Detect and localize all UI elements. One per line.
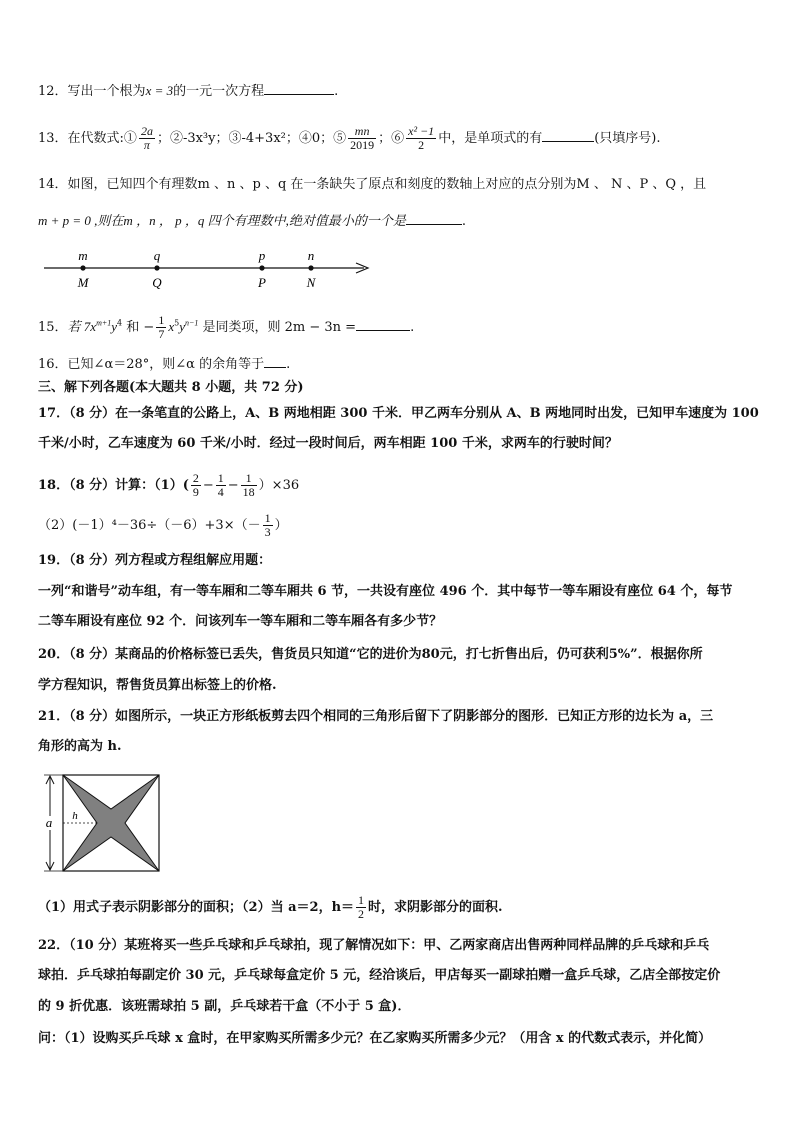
point-label: p xyxy=(258,248,266,263)
question-number: 16． xyxy=(38,357,68,372)
question-22-line-1: 22．（10 分）某班将买一些乒乓球和乒乓球拍，现了解情况如下：甲、乙两家商店出售两种同样品牌的乒乓球和乒乓 xyxy=(38,938,710,953)
question-16 xyxy=(38,355,290,374)
question-number: 12． xyxy=(38,84,68,99)
question-text: 如图，已知四个有理数m 、n 、p 、q 在一条缺失了原点和刻度的数轴上对应的点分别为M 、 N 、P 、Q ，且 xyxy=(67,177,707,192)
question-22-line-4: 问：（1）设购买乒乓球 x 盒时，在甲家购买所需多少元？在乙家购买所需多少元？（用含 x 的代数式表示，并化简） xyxy=(38,1031,712,1046)
point-name: P xyxy=(258,275,266,290)
question-21-line-2: 角形的高为 h. xyxy=(38,739,122,754)
question-14-line-1 xyxy=(38,176,706,194)
question-number: 14． xyxy=(38,177,68,192)
number-line-point-q xyxy=(152,248,162,290)
fraction-1-over-4 xyxy=(216,472,226,499)
numerator: mn xyxy=(348,125,376,139)
denominator: 2 xyxy=(418,138,425,152)
question-15 xyxy=(38,312,414,343)
term: 若 7x xyxy=(67,319,97,334)
denominator: 2 xyxy=(358,907,365,921)
fraction-x2-minus-1-over-2 xyxy=(406,125,436,152)
term: y xyxy=(111,319,118,334)
period: . xyxy=(410,320,415,335)
question-20-line-2: 学方程知识，帮售货员算出标签上的价格. xyxy=(38,678,277,693)
period: . xyxy=(334,84,339,99)
point-label: n xyxy=(307,248,315,263)
question-text: 已知∠α＝28°，则∠α 的余角等于 xyxy=(67,357,265,372)
answer-blank[interactable] xyxy=(264,82,334,95)
section-heading: 三、解下列各题(本大题共 8 小题，共 72 分) xyxy=(38,380,304,395)
answer-blank[interactable] xyxy=(406,212,462,225)
numerator: 2 xyxy=(192,471,199,485)
denominator: 3 xyxy=(264,525,271,539)
question-19-line-1: 19．（8 分）列方程或方程组解应用题： xyxy=(38,553,272,568)
fraction-mn-over-2019 xyxy=(348,125,376,152)
question-19-line-3: 二等车厢设有座位 92 个．问该列车一等车厢和二等车厢各有多少节？ xyxy=(38,614,443,629)
question-19-line-2: 一列“和谐号”动车组，有一等车厢和二等车厢共 6 节，一共设有座位 496 个．其中每节一等车厢设有座位 64 个，每节 xyxy=(38,584,733,599)
period: . xyxy=(461,214,466,229)
question-22-line-3: 的 9 折优惠．该班需球拍 5 副，乒乓球若干盒（不小于 5 盒)． xyxy=(38,999,411,1014)
question-21-line-3 xyxy=(38,892,503,924)
question-12 xyxy=(38,82,338,101)
question-text: ）×36 xyxy=(258,478,300,493)
question-text: 是同类项，则 2m − 3n = xyxy=(198,320,357,335)
numerator: 1 xyxy=(358,893,365,907)
numerator: 1 xyxy=(241,472,257,486)
minus-sign: − xyxy=(227,478,239,493)
denominator: 2019 xyxy=(350,138,375,152)
exponent: 4 xyxy=(117,318,123,328)
denominator: 18 xyxy=(242,485,255,499)
question-text: 写出一个根为 xyxy=(67,84,146,99)
question-number: 15． xyxy=(38,320,68,335)
exponent: 5 xyxy=(174,318,180,328)
exponent: n−1 xyxy=(184,318,199,328)
fraction-1-over-2 xyxy=(356,894,366,921)
question-20-line-1: 20．（8 分）某商品的价格标签已丢失，售货员只知道“它的进价为80元，打七折售出后，仍可获利5%”．根据你所 xyxy=(38,647,703,662)
question-18-part-1 xyxy=(38,470,299,502)
question-text: ） xyxy=(274,518,288,533)
question-text: 的一元一次方程 xyxy=(173,84,265,99)
denominator: π xyxy=(143,138,150,152)
term: y xyxy=(179,319,185,334)
point-name: M xyxy=(77,275,89,290)
term: x xyxy=(168,319,175,334)
answer-blank[interactable] xyxy=(264,355,286,368)
square-star-figure xyxy=(38,772,168,876)
numerator: 1 xyxy=(158,313,165,327)
denominator: 4 xyxy=(217,485,224,499)
numerator: x² −1 xyxy=(408,124,435,138)
question-14-line-2 xyxy=(38,212,466,231)
question-text: （1）用式子表示阴影部分的面积；（2）当 a＝2，h＝ xyxy=(38,900,355,915)
number-line-point-p xyxy=(257,248,266,290)
question-18-part-2 xyxy=(38,510,288,542)
fraction-1-over-3 xyxy=(263,512,273,539)
number-line-point-m xyxy=(77,248,90,290)
denominator: 9 xyxy=(192,485,199,499)
question-22-line-2: 球拍．乒乓球拍每副定价 30 元，乒乓球每盒定价 5 元，经洽谈后，甲店每买一副球拍赠一盒乒乓球，乙店全部按定价 xyxy=(38,968,721,983)
number-line-point-n xyxy=(306,248,317,290)
period: . xyxy=(286,357,291,372)
question-17-line-2: 千米/小时，乙车速度为 60 千米/小时．经过一段时间后，两车相距 100 千米，求两车的行驶时间？ xyxy=(38,436,618,451)
question-21-line-1: 21．（8 分）如图所示，一块正方形纸板剪去四个相同的三角形后留下了阴影部分的图形．已知正方形的边长为 a，三 xyxy=(38,709,714,724)
term: 和 − xyxy=(122,320,155,335)
question-text: 18．（8 分）计算：（1）( xyxy=(38,478,189,493)
question-number: 13． xyxy=(38,131,68,146)
question-13 xyxy=(38,122,660,156)
equation: x = 3 xyxy=(145,83,174,98)
numerator: 1 xyxy=(264,511,271,525)
fraction-1-over-18 xyxy=(241,472,257,499)
exponent: m+1 xyxy=(96,318,112,328)
question-text: ；②-3x³y；③-4+3x²；④0；⑤ xyxy=(156,131,347,146)
question-text: 中，是单项式的有 xyxy=(438,131,543,146)
fraction-1-over-7 xyxy=(156,314,166,341)
question-17-line-1: 17．（8 分）在一条笔直的公路上，A、B 两地相距 300 千米．甲乙两车分别从 A、B 两地同时出发，已知甲车速度为 100 xyxy=(38,406,759,421)
numerator: 1 xyxy=(217,471,224,485)
question-text: m + p = 0 ,则在m ，n ， p ，q 四个有理数中,绝对值最小的一个是 xyxy=(38,213,406,228)
fraction-2-over-9 xyxy=(191,472,201,499)
question-text: ；⑥ xyxy=(378,131,405,146)
point-name: Q xyxy=(152,275,162,290)
point-name: N xyxy=(306,275,316,290)
question-text: 时，求阴影部分的面积. xyxy=(368,900,503,915)
point-label: q xyxy=(153,248,161,263)
minus-sign: − xyxy=(202,478,214,493)
fraction-2a-over-pi xyxy=(139,125,155,152)
number-line-figure xyxy=(38,246,378,294)
numerator: 2a xyxy=(140,124,153,138)
side-label-a: a xyxy=(45,815,53,830)
height-label-h: h xyxy=(72,810,78,822)
point-label: m xyxy=(78,248,88,263)
question-text: （2）(－1）⁴－36÷（－6）+3×（－ xyxy=(38,518,261,533)
answer-blank[interactable] xyxy=(356,318,410,331)
question-text: 在代数式:① xyxy=(67,131,137,146)
question-text: (只填序号). xyxy=(594,131,661,146)
answer-blank[interactable] xyxy=(542,129,594,142)
denominator: 7 xyxy=(158,327,165,341)
